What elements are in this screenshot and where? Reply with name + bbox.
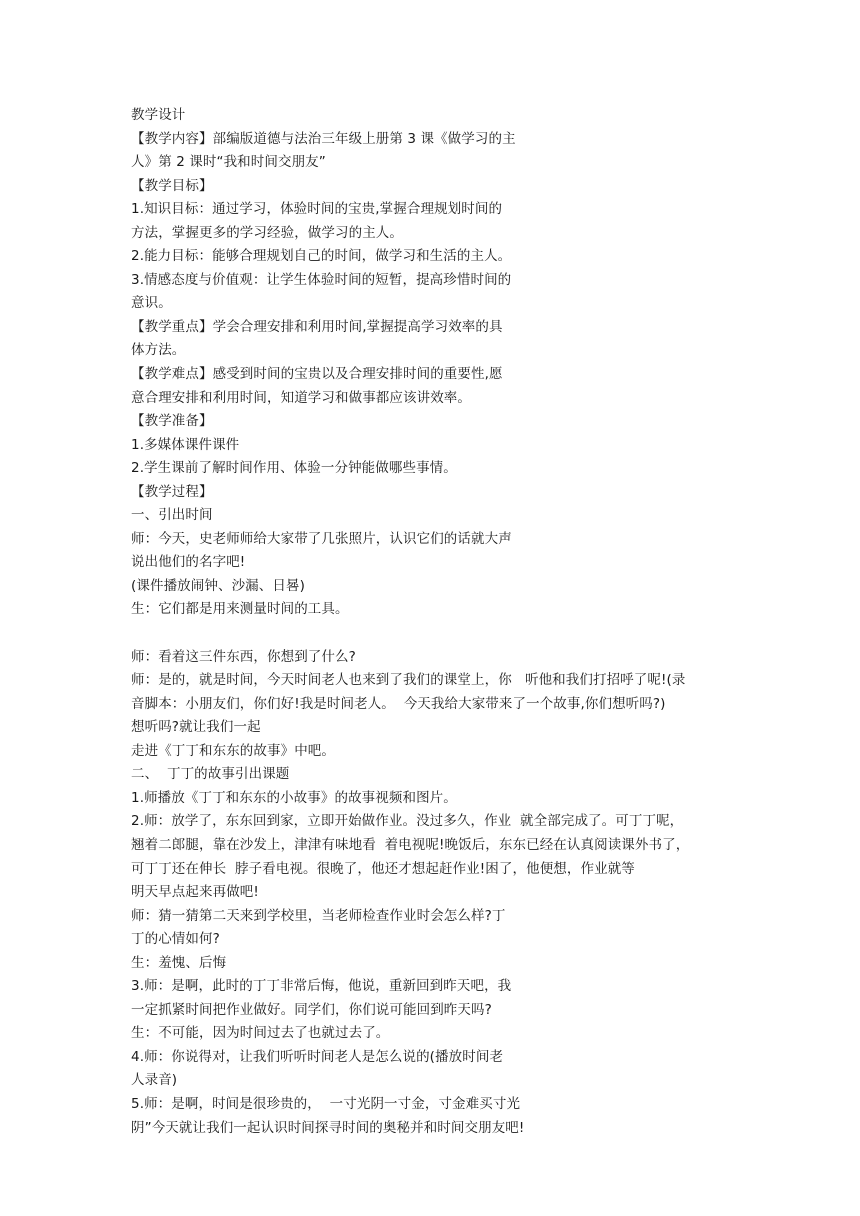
subsection-heading-1: 一、引出时间 xyxy=(131,507,213,524)
text-line: 说出他们的名字吧! xyxy=(131,554,246,571)
text-line: 4.师：你说得对，让我们听听时间老人是怎么说的(播放时间老 xyxy=(131,1048,504,1065)
text-line: 生：不可能，因为时间过去了也就过去了。 xyxy=(131,1025,390,1042)
text-line: 1.知识目标：通过学习，体验时间的宝贵,掌握合理规划时间的 xyxy=(131,201,503,218)
difficulties-line-1: 【教学难点】感受到时间的宝贵以及合理安排时间的重要性,愿 xyxy=(131,366,503,383)
text-line: 丁的心情如何? xyxy=(131,931,220,948)
text-line: 1.师播放《丁丁和东东的小故事》的故事视频和图片。 xyxy=(131,789,457,806)
text-line: 可丁丁还在伸长 脖子看电视。很晚了，他还才想起赶作业!困了，他便想，作业就等 xyxy=(131,860,635,877)
document-body xyxy=(131,104,751,1140)
text-line: 3.情感态度与价值观：让学生体验时间的短暂，提高珍惜时间的 xyxy=(131,271,512,288)
text-line: 走进《丁丁和东东的故事》中吧。 xyxy=(131,742,335,759)
key-points-line-2: 体方法。 xyxy=(131,342,186,359)
text-line: 人录音) xyxy=(131,1072,178,1089)
text-line: 2.学生课前了解时间作用、体验一分钟能做哪些事情。 xyxy=(131,460,457,477)
key-points-line-1: 【教学重点】学会合理安排和利用时间,掌握提高学习效率的具 xyxy=(131,318,503,335)
text-line: 3.师：是啊，此时的丁丁非常后悔，他说，重新回到昨天吧，我 xyxy=(131,978,512,995)
section-heading-preparation: 【教学准备】 xyxy=(131,413,213,430)
section-heading-process: 【教学过程】 xyxy=(131,483,213,500)
text-line: (课件播放闹钟、沙漏、日晷) xyxy=(131,577,305,594)
text-line: 5.师：是啊，时间是很珍贵的， 一寸光阴一寸金，寸金难买寸光 xyxy=(131,1095,521,1112)
text-line: 师：今天，史老师师给大家带了几张照片，认识它们的话就大声 xyxy=(131,530,512,547)
text-line: 生：它们都是用来测量时间的工具。 xyxy=(131,601,349,618)
teaching-content-line-1: 【教学内容】部编版道德与法治三年级上册第 3 课《做学习的主 xyxy=(131,130,516,147)
text-line: 想听吗?就让我们一起 xyxy=(131,719,261,736)
text-line: 意识。 xyxy=(131,295,172,312)
text-line: 师：看着这三件东西，你想到了什么? xyxy=(131,648,356,665)
doc-title: 教学设计 xyxy=(131,107,186,123)
text-line: 师：是的，就是时间，今天时间老人也来到了我们的课堂上，你 听他和我们打招呼了呢!(录 xyxy=(131,672,686,689)
text-line: 阴”今天就让我们一起认识时间探寻时间的奥秘并和时间交朋友吧! xyxy=(131,1119,525,1136)
text-line: 1.多媒体课件课件 xyxy=(131,436,240,453)
text-line: 2.能力目标：能够合理规划自己的时间，做学习和生活的主人。 xyxy=(131,248,512,265)
text-line: 一定抓紧时间把作业做好。同学们，你们说可能回到昨天吗? xyxy=(131,1001,492,1018)
text-line: 音脚本：小朋友们，你们好!我是时间老人。 今天我给大家带来了一个故事,你们想听吗?) xyxy=(131,695,666,712)
text-line: 2.师：放学了，东东回到家，立即开始做作业。没过多久，作业 就全部完成了。可丁丁呢， xyxy=(131,813,684,830)
blank-line xyxy=(131,622,751,646)
text-line: 师：猜一猜第二天来到学校里，当老师检查作业时会怎么样?丁 xyxy=(131,907,506,924)
section-heading-objectives: 【教学目标】 xyxy=(131,177,213,194)
difficulties-line-2: 意合理安排和利用时间，知道学习和做事都应该讲效率。 xyxy=(131,389,471,406)
teaching-content-line-2: 人》第 2 课时“我和时间交朋友” xyxy=(131,154,326,171)
text-line: 翘着二郎腿，靠在沙发上，津津有味地看 着电视呢!晚饭后，东东已经在认真阅读课外书了， xyxy=(131,836,690,853)
text-line: 方法，掌握更多的学习经验，做学习的主人。 xyxy=(131,224,403,241)
text-line: 生：羞愧、后悔 xyxy=(131,954,227,971)
text-line: 明天早点起来再做吧! xyxy=(131,884,259,901)
subsection-heading-2: 二、 丁丁的故事引出课题 xyxy=(131,766,290,783)
